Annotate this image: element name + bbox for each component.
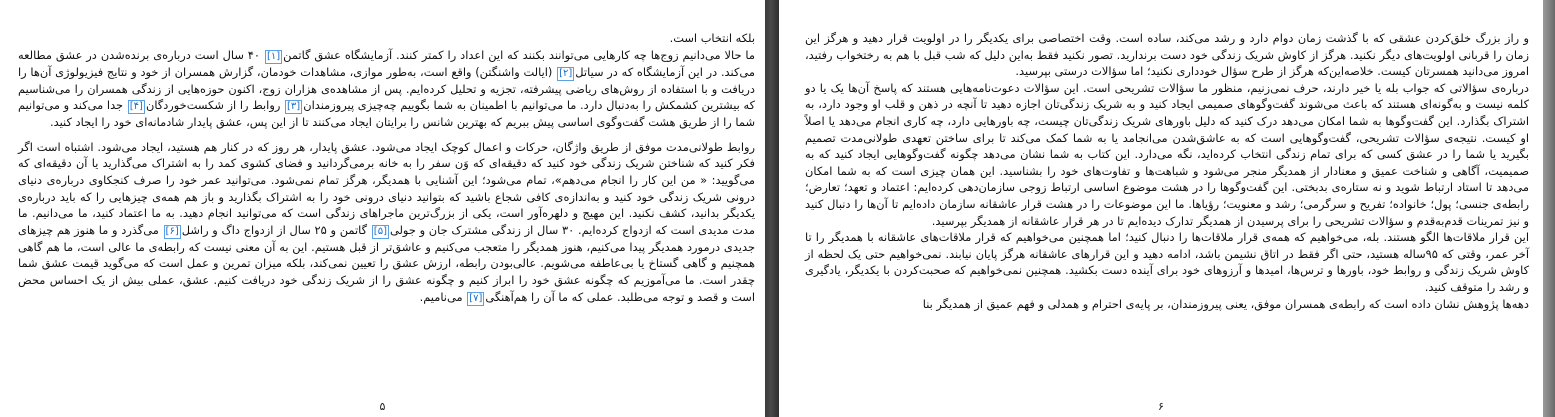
text-segment: جدا می‌کند و می‌توانیم شما را از طریق هشت گفت‌وگوی اساسی پیش ببریم که بهترین شانس را برایتان ایجاد می‌کنند تا از این پس، عشق پایدار شادمانه‌ای خود را ایجاد کنید. [18, 98, 755, 130]
footnote-ref-link[interactable]: [۱] [266, 50, 281, 62]
footnote-ref-link[interactable]: [۲] [559, 67, 573, 79]
page-text-right [805, 30, 1529, 312]
paragraph-right-4: دهه‌ها پژوهش نشان داده است که رابطه‌ی همسران موفق، یعنی پیروزمندان، بر پایه‌ی احترام و همدلی و فهم عمیق از همدیگر بنا [922, 296, 1529, 311]
footnote-ref-link[interactable]: [۵] [373, 225, 387, 237]
paragraph-left-2 [18, 47, 755, 131]
page-text-left [18, 30, 755, 314]
text-segment: گاتمن و ۲۵ سال از ازدواج داگ و راشل [181, 222, 371, 237]
paragraph-right-1: و راز بزرگ خلق‌کردن عشقی که با گذشت زمان دوام دارد و رشد می‌کند، ساده است. وقت اختصاصی برای یکدیگر را در اولویت قرار دهید و هرگز این زمان را قربانی اولویت‌های دیگر نکنید. هرگز از کاوش شریک زندگی خود دست برندارید. تصور نکنید فقط به‌این دلیل که شب قبل با هم به رختخواب رفتید، امروز می‌دانید همسرتان کیست. خلاصه‌این‌که هرگز از طرح سؤال خودداری نکنید؛ اما سؤالات درستی بپرسید. [805, 31, 1529, 79]
text-segment: ما حالا می‌دانیم زوج‌ها چه کارهایی می‌توانند بکنند که این اعداد را کمتر کنند. آزمایشگاه عشق گاتمن [283, 47, 756, 62]
page-number-left: ۵ [379, 400, 386, 413]
footnote-ref-link[interactable]: [۶] [165, 225, 179, 237]
page-number-right: ۶ [1158, 400, 1164, 413]
footnote-ref-link[interactable]: [۷] [469, 292, 483, 304]
book-page-left [0, 0, 765, 417]
book-page-right [779, 0, 1543, 417]
text-segment: می‌نامیم. [419, 289, 467, 304]
text-segment: روابط را از شکست‌خوردگان [145, 98, 285, 113]
text-segment: ۴۰ سال است درباره‌ی برنده‌شدن در عشق مطالعه می‌کند. در این آزمایشگاه که در سیاتل [18, 47, 755, 79]
paragraph-left-1: بلکه انتخاب است. [669, 31, 755, 45]
text-segment: (ایالت واشنگتن) واقع است، به‌طور موازی، مشاهدات خودمان، گزارش همسران از خود و نتایج فیزیولوژی آن‌ها را دریافت و با استفاده از روش‌های ریاضی پیشرفته، تجزیه و تحلیل کرده‌ایم. پس از مشاهده‌ی هزاران زوج، اکنون حوزه‌هایی از زندگی همسران را می‌شناسیم که بیشترین کشمکش را به‌دنبال دارد. ما می‌توانیم با اطمینان به شما بگوییم چه‌چیزی پیروزمندان [18, 64, 755, 113]
paragraph-right-2: درباره‌ی سؤالاتی که جواب بله یا خیر دارند، حرف نمی‌زنیم، منظور ما سؤالات تشریحی است. این سؤالات دعوت‌نامه‌هایی هستند که پاسخ آن‌ها یک یا دو کلمه نیست و به‌گونه‌ای هستند که باعث می‌شوند گفت‌وگوهای صمیمی ایجاد کنید و به شریک زندگی‌تان اجازه دهید تا آنچه در ذهن و قلب او وجود دارد، به اشتراک بگذارد. این گفت‌وگوها به شما امکان می‌دهد درک کنید که دلیل باورهای شریک زندگی‌تان چیست، چه باورهایی دارد، چه کاری انجام می‌دهد یا اصلاً او کیست. نتیجه‌ی سؤالات تشریحی، گفت‌وگوهایی است که به عاشق‌شدن می‌انجامد یا به شما کمک می‌کند تا برای ساختن تعهدی طولانی‌مدت تصمیم بگیرید یا شما را در عشق کسی که برای تمام زندگی انتخاب کرده‌اید، نگه می‌دارد. این کتاب به شما نشان می‌دهد چگونه گفت‌وگوهایی ایجاد کنید که به صمیمیت، آگاهی و شناخت عمیق و معنادار از همدیگر منجر می‌شود و شباهت‌ها و تفاوت‌های خود را بشناسید. این همان چیزی است که به شما امکان می‌دهد تا استاد ارتباط شوید و نه ستاره‌ی بدبختی. این گفت‌وگوها را در هشت موضوع اساسی ارتباط زوجی سازمان‌دهی کرده‌ایم: اعتماد و تعهد؛ تعارض؛ رابطه‌ی جنسی؛ پول؛ خانواده؛ تفریح و سرگرمی؛ رشد و معنویت؛ رؤیاها. ما این موضوعات را در هشت قرار عاشقانه سازمان داده‌ایم تا آن‌ها را دنبال کنید و نیز تمرینات قدم‌به‌قدم و سؤالات تشریحی را برای پرسیدن از همدیگر تدارک دیده‌ایم تا در هر قرار عاشقانه از همدیگر بپرسید. [805, 80, 1529, 228]
book-edge [1543, 0, 1555, 417]
footnote-ref-link[interactable]: [۳] [287, 101, 301, 113]
text-segment: می‌گذرد و ما هنوز هم چیزهای جدیدی درمورد همدیگر پیدا می‌کنیم، هنوز همدیگر را متعجب می‌کنیم و عاشق‌تر از قبل هستیم. این به آن معنی نیست که رابطه‌ی ما عالی است، ما هم گاهی همچنیم و گاهی گستاخ یا بی‌عاطفه می‌شویم. عالی‌بودن رابطه، ارزش عشق را تعیین نمی‌کند، بلکه میزان تمرین و عمل است که می‌گوید قیمت عشق شما چقدر است. ما می‌آموزیم که چگونه عشق خود را ابراز کنیم و چگونه عشق را از شریک زندگی خود دریافت کنیم. عشق، عملی بیش از یک احساس محض است و قصد و توجه می‌طلبد. عملی که ما آن را هم‌آهنگی [18, 222, 755, 304]
paragraph-left-3 [18, 139, 755, 306]
book-gutter [765, 0, 779, 417]
footnote-ref-link[interactable]: [۴] [129, 101, 143, 113]
paragraph-right-3: این قرار ملاقات‌ها الگو هستند. بله، می‌خواهیم که همه‌ی قرار ملاقات‌ها را دنبال کنید؛ اما همچنین می‌خواهیم که قرار ملاقات‌های عاشقانه با همدیگر را تا آخر عمر، وقتی که ۹۵ساله هستید، حتی اگر فقط در اتاق نشیمن باشد، ادامه دهید و این قرارهای عاشقانه هرگز پایان نیابند. نمی‌خواهیم حتی یک لحظه از کاوش شریک زندگی و روابط خود، باورها و ترس‌ها، امیدها و آرزوهای خود برای آینده دست بکشید. همچنین نمی‌خواهیم که صحبت‌کردن با یکدیگر، یادگیری و رشد را متوقف کنید. [805, 230, 1530, 294]
text-segment: روابط طولانی‌مدت موفق از طریق واژگان، حرکات و اعمال کوچک ایجاد می‌شود. عشق پایدار، هر روز که در کنار هم هستید، ایجاد می‌شود. اشتباه است اگر فکر کنید که شناختن شریک زندگی خود کنید که دقیقه‌ای که وَن سفر را به خانه برمی‌گردانید و فضای کشوی کمد را به اشتراک می‌گذارید یا آن دقیقه‌ای که می‌گویید: « من این کار را انجام می‌دهم»، تمام می‌شود؛ این آشنایی با همدیگر، هرگز تمام نمی‌شود. می‌توانید عمر خود را صرف کنجکاوی درباره‌ی دنیای درونی شریک زندگی خود کنید و به‌اندازه‌ی کافی شجاع باشید که بتوانید دنیای درونی خود را به اشتراک بگذارید و باز هم همه‌ی چیزهایی را که باید درباره‌ی یکدیگر بدانید، کشف نکنید. این مهیج و دلهره‌آور است، یکی از بزرگ‌ترین ماجراهای زندگی است که می‌توانید انجام دهید. به ما اعتماد کنید، ما می‌دانیم. ما مدت مدیدی است که ازدواج کرده‌ایم. ۳۰ سال از زندگی مشترک جان و جولی [18, 139, 755, 237]
